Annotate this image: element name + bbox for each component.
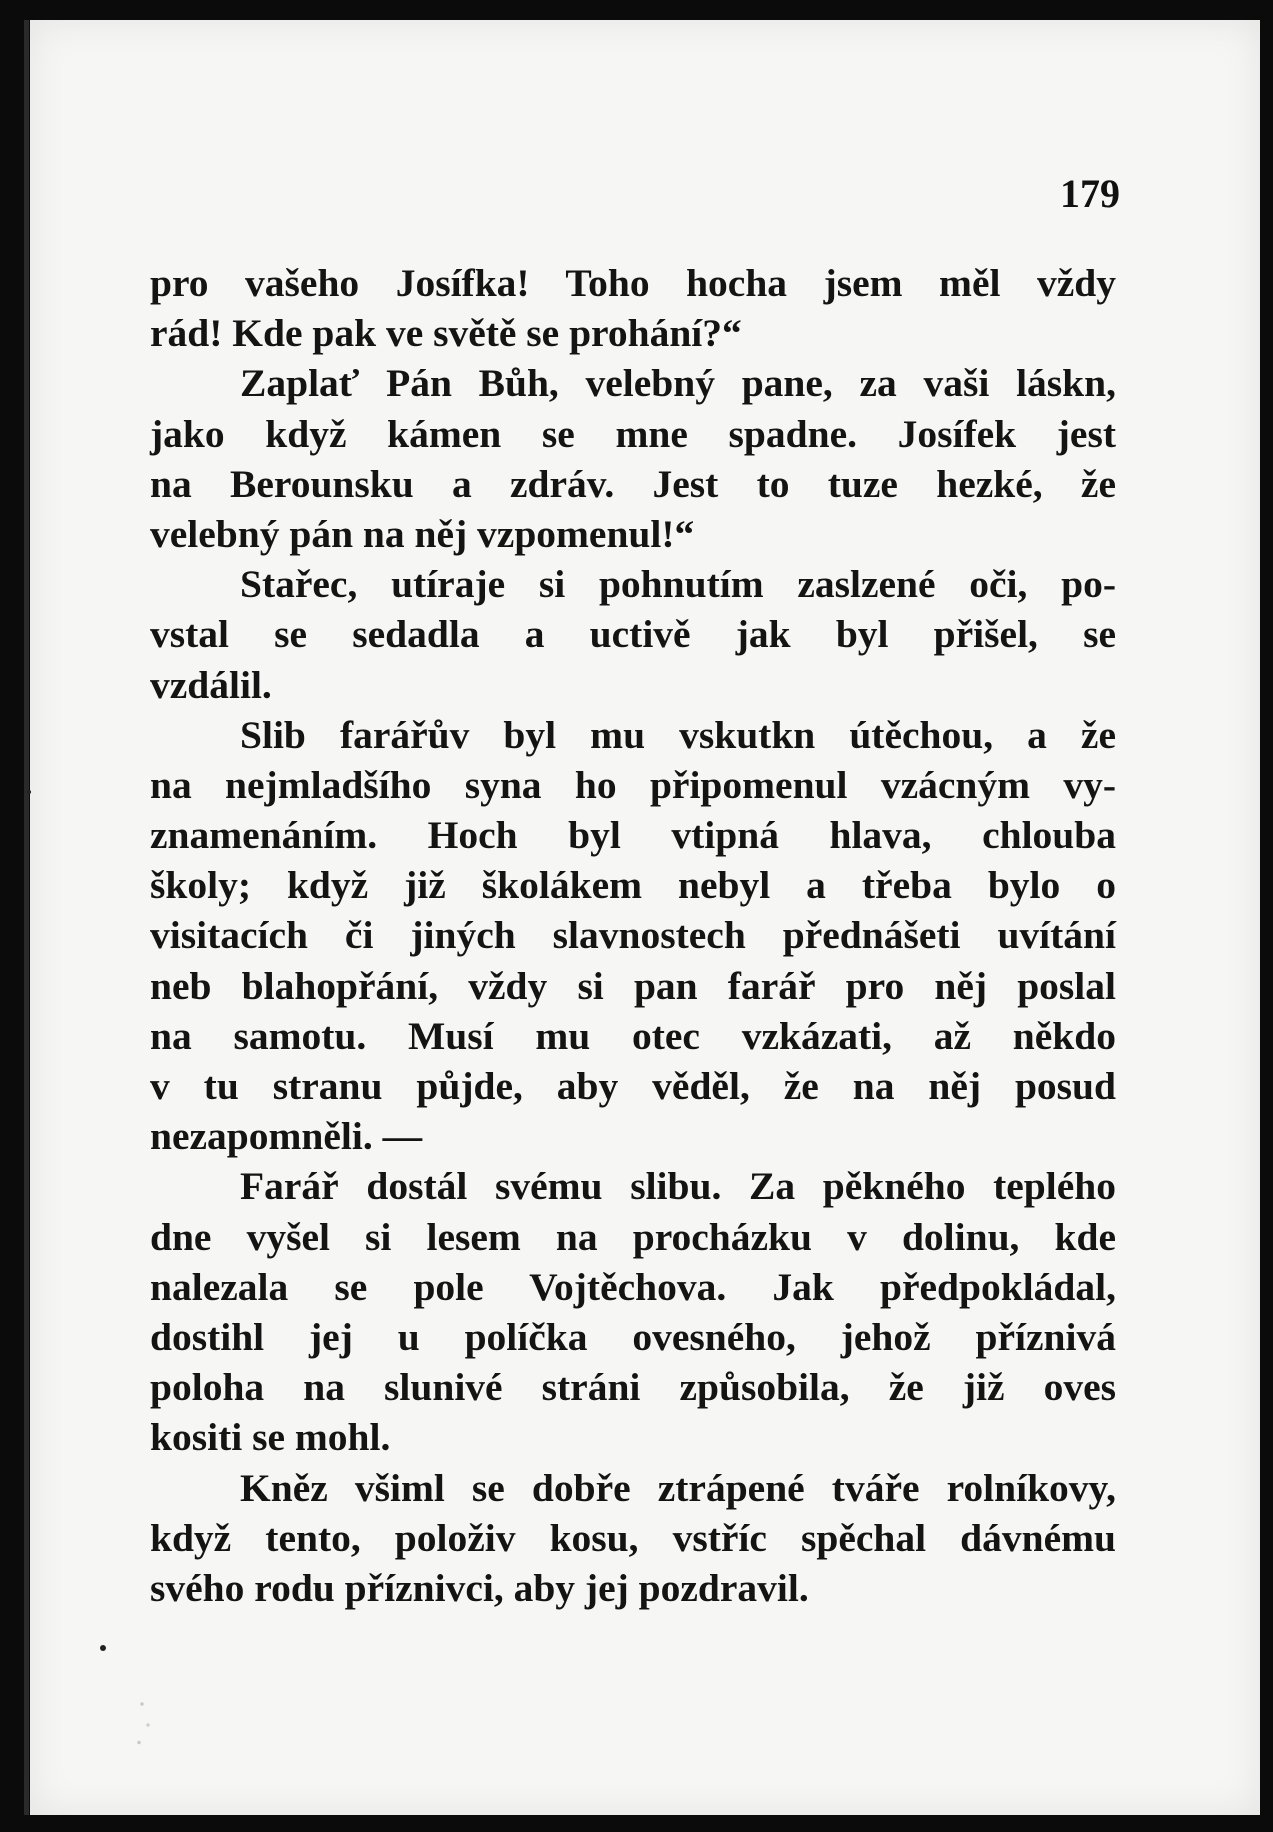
- text-line: když tento, položiv kosu, vstříc spěchal dávnému: [150, 1515, 1116, 1560]
- body-text: [150, 258, 1116, 1613]
- text-line: neb blahopřání, vždy si pan farář pro něj poslal: [150, 963, 1116, 1008]
- text-line: dostihl jej u políčka ovesného, jehož příznivá: [150, 1314, 1116, 1359]
- text-line: znamenáním. Hoch byl vtipná hlava, chlouba: [150, 813, 1116, 858]
- text-line: dne vyšel si lesem na procházku v dolinu, kde: [150, 1214, 1116, 1259]
- text-line: školy; když již školákem nebyl a třeba bylo o: [150, 863, 1116, 908]
- text-line: Zaplať Pán Bůh, velebný pane, za vaši láskn,: [240, 361, 1116, 406]
- text-line: Farář dostál svému slibu. Za pěkného teplého: [240, 1164, 1116, 1209]
- page-number: 179: [1060, 171, 1120, 216]
- text-line: rád! Kde pak ve světě se prohání?“: [150, 311, 742, 356]
- text-line: visitacích či jiných slavnostech přednášeti uvítání: [150, 913, 1116, 958]
- text-line: Kněz všiml se dobře ztrápené tváře rolníkovy,: [240, 1465, 1116, 1510]
- text-line: vstal se sedadla a uctivě jak byl přišel, se: [150, 612, 1116, 657]
- text-line: na samotu. Musí mu otec vzkázati, až někdo: [150, 1013, 1116, 1058]
- text-line: Stařec, utíraje si pohnutím zaslzené oči, po-: [240, 562, 1116, 607]
- text-line: nezapomněli. —: [150, 1114, 423, 1159]
- page-edge-shadow: [24, 20, 29, 1815]
- paper-smudge: [130, 1690, 160, 1760]
- ink-speck: [27, 790, 31, 794]
- text-line: Slib farářův byl mu vskutkn útěchou, a že: [240, 712, 1116, 757]
- text-line: v tu stranu půjde, aby věděl, že na něj posud: [150, 1064, 1116, 1108]
- text-line: velebný pán na něj vzpomenul!“: [150, 511, 695, 556]
- book-page: [30, 20, 1260, 1815]
- text-line: poloha na slunivé stráni způsobila, že již oves: [150, 1365, 1116, 1410]
- text-line: jako když kámen se mne spadne. Josífek jest: [150, 411, 1116, 456]
- ink-speck: [100, 1645, 106, 1651]
- text-line: na Berounsku a zdráv. Jest to tuze hezké, že: [150, 461, 1116, 506]
- text-line: nalezala se pole Vojtěchova. Jak předpokládal,: [150, 1264, 1116, 1309]
- text-line: na nejmladšího syna ho připomenul vzácným vy-: [150, 762, 1116, 807]
- text-line: kositi se mohl.: [150, 1415, 391, 1460]
- text-line: vzdálil.: [150, 662, 272, 707]
- text-line: pro vašeho Josífka! Toho hocha jsem měl vždy: [150, 261, 1116, 305]
- text-line: svého rodu příznivci, aby jej pozdravil.: [150, 1565, 809, 1610]
